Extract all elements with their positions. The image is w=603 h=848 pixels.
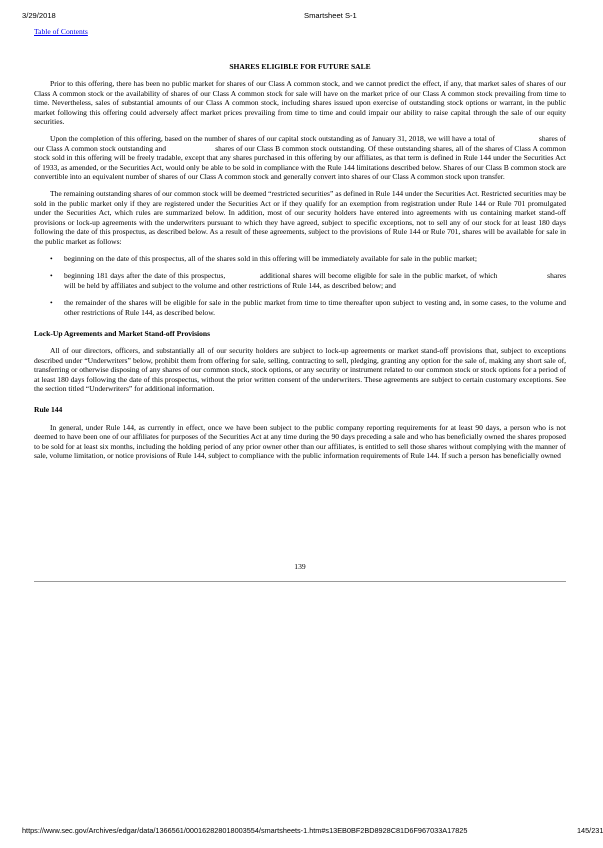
page-divider xyxy=(34,581,566,582)
availability-list xyxy=(34,254,566,317)
browser-print-footer xyxy=(0,826,603,838)
list-item-text: the remainder of the shares will be eligible for sale in the public market from time to time thereafter upon subject to vesting and, in some cases, to the volume and other restrictions of Rule 144, as described below. xyxy=(64,298,566,317)
document-body xyxy=(34,62,566,468)
paragraph-restricted-securities: The remaining outstanding shares of our common stock will be deemed “restricted securities” as defined in Rule 144 under the Securities Act. Restricted securities may be sold in the public market only if they are registered under the Securities Act or if they qualify for an exemption from registration under Rule 144 or Rule 701 promulgated under the Securities Act, which rules are summarized below. In addition, most of our security holders have entered into agreements with us containing market stand-off provisions or lock-up agreements with the underwriters pursuant to which they have agreed, subject to specific exceptions, not to sell any of our stock for at least 180 days following the date of this prospectus, as described below. As a result of these agreements, subject to the provisions of Rule 144 or Rule 701, shares will be available for sale in the public market as follows: xyxy=(34,189,566,246)
print-url: https://www.sec.gov/Archives/edgar/data/1366561/000162828018003554/smartsheets-1.htm#s13EB0BF2BD8928C81D6F967033A17825 xyxy=(22,826,468,835)
rule-144-heading: Rule 144 xyxy=(34,405,63,415)
paragraph-text: Upon the completion of this offering, based on the number of shares of our capital stock outstanding as of January 31, 2018, we will have a total of xyxy=(50,134,496,144)
browser-print-header xyxy=(0,11,600,23)
section-title: SHARES ELIGIBLE FOR FUTURE SALE xyxy=(229,62,371,71)
bullet-icon: • xyxy=(50,253,53,263)
paragraph-text: shares of our Class B common stock outstanding. Of these outstanding shares, all of the shares of Class A common stock sold in this offering will be freely tradable, except that any shares purchased in this offering by our affiliates, as that term is defined in Rule 144 under the Securities Act of 1933, as amended, or the Securities Act, would only be able to be sold in compliance with the Rule 144 limitations described below. Shares of our Class B common stock are convertible into an equivalent number of shares of our Class A common stock and generally convert into shares of our Class A common stock upon transfer. xyxy=(34,143,566,182)
print-date: 3/29/2018 xyxy=(22,11,56,20)
print-page-count: 145/231 xyxy=(577,826,603,835)
list-item-text: beginning on the date of this prospectus, all of the shares sold in this offering will be immediately available for sale in the public market; xyxy=(64,253,477,263)
paragraph-rule-144: In general, under Rule 144, as currently in effect, once we have been subject to the public company reporting requirements for at least 90 days, a person who is not deemed to have been one of our affiliates for purposes of the Securities Act at any time during the 90 days preceding a sale and who has beneficially owned the shares proposed to be sold for at least six months, including the holding period of any prior owner other than our affiliates, is entitled to sell those shares without complying with the manner of sale, volume limitation, or notice provisions of Rule 144, subject to compliance with the public information requirements of Rule 144. If such a person has beneficially owned xyxy=(34,422,566,460)
bullet-icon: • xyxy=(50,271,53,281)
list-item-text-part: shares will be held by affiliates and subject to the volume and other restrictions of Rule 144, as described below; and xyxy=(64,271,567,290)
paragraph-intro: Prior to this offering, there has been no public market for shares of our Class A common stock, and we cannot predict the effect, if any, that market sales of shares of our Class A common stock or the availability of shares of our Class A common stock for sale will have on the market price of our Class A common stock prevailing from time to time. Nevertheless, sales of substantial amounts of our Class A common stock, including shares issued upon exercise of outstanding stock options or warrant, in the public market following this offering could adversely affect market prices prevailing from time to time and could impair our ability to raise capital through the sale of our equity securities. xyxy=(34,79,566,127)
print-title: Smartsheet S-1 xyxy=(304,11,357,20)
table-of-contents-link[interactable]: Table of Contents xyxy=(34,27,88,36)
list-item xyxy=(34,271,566,290)
list-item-text xyxy=(64,271,566,290)
list-item xyxy=(34,254,566,263)
paragraph-outstanding-shares xyxy=(34,134,566,181)
paragraph-text: shares of our Class A common stock outstanding and xyxy=(34,134,566,153)
list-item-text-part: additional shares will become eligible for sale in the public market, of which xyxy=(260,271,498,281)
list-item-text-part: beginning 181 days after the date of this prospectus, xyxy=(64,271,226,281)
list-item xyxy=(34,298,566,317)
bullet-icon: • xyxy=(50,298,53,308)
lockup-heading: Lock-Up Agreements and Market Stand-off Provisions xyxy=(34,328,211,338)
paragraph-lockup: All of our directors, officers, and substantially all of our security holders are subject to lock-up agreements or market stand-off provisions that, subject to exceptions described under “Underwriters” below, prohibit them from offering for sale, selling, contracting to sell, pledging, granting any option for the sale of, making any short sale of, transferring or otherwise disposing of any shares of our common stock, stock options, or any security or instrument related to our common stock or stock options for a period of at least 180 days following the date of this prospectus, without the prior written consent of the underwriters. These agreements are subject to certain customary exceptions. See the section titled “Underwriters” for additional information. xyxy=(34,346,566,393)
page-number: 139 xyxy=(294,562,306,571)
